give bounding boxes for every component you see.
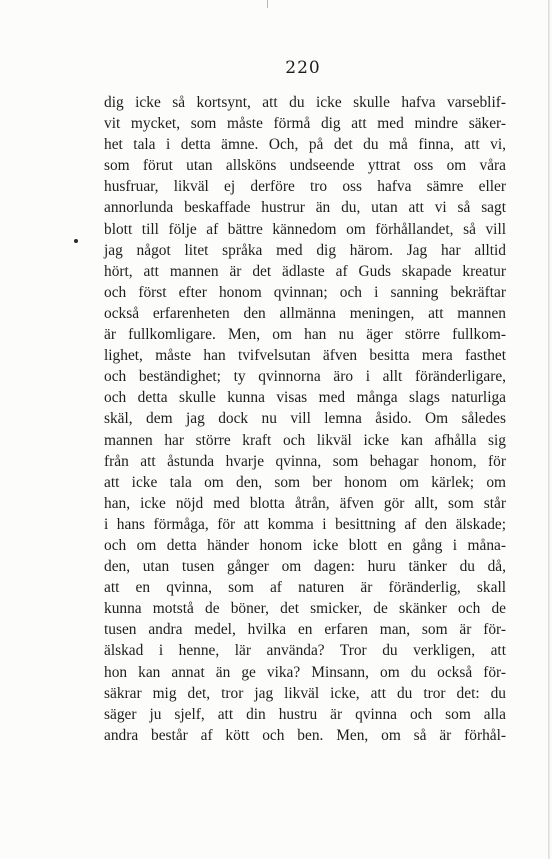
text-line: också erfarenheten den allmänna meningen, att mannen (104, 304, 506, 322)
text-line: från att åstunda hvarje qvinna, som behagar honom, för (104, 452, 506, 470)
text-line: kunna motstå de böner, det smicker, de skänker och de (104, 600, 506, 618)
text-line: annorlunda beskaffade hustrur än du, utan att vi så sagt (104, 199, 506, 217)
text-line: hon kan annat än ge vika? Minsann, om du också för- (104, 663, 506, 681)
text-line: och om detta händer honom icke blott en gång i måna- (104, 536, 506, 554)
text-line: lighet, måste han tvifvelsutan äfven besitta mera fasthet (104, 347, 506, 365)
text-line: hört, att mannen är det ädlaste af Guds skapade kreatur (104, 262, 506, 280)
text-line: att icke tala om den, som ber honom om kärlek; om (104, 473, 506, 491)
body-text (104, 92, 506, 746)
text-line: säkrar mig det, tror jag likväl icke, att du tror det: du (104, 684, 506, 702)
text-line: husfruar, likväl ej derföre tro oss hafva sämre eller (104, 178, 506, 196)
text-line: dig icke så kortsynt, att du icke skulle hafva varseblif- (104, 94, 506, 111)
text-line: tusen andra medel, hvilka en erfaren man, som är för- (104, 621, 506, 639)
text-line: att en qvinna, som af naturen är föränderlig, skall (104, 579, 506, 597)
text-line: han, icke nöjd med blotta åtrån, äfven gör allt, som står (104, 494, 506, 512)
text-line: och detta skulle kunna visas med många slags naturliga (104, 389, 506, 407)
top-edge-mark (267, 0, 268, 8)
text-line: är fullkomligare. Men, om han nu äger större fullkom- (104, 326, 506, 344)
margin-dot (74, 239, 78, 243)
text-line: vit mycket, som måste förmå dig att med mindre säker- (104, 115, 506, 133)
text-line: älskad i henne, lär använda? Tror du verkligen, att (104, 642, 506, 660)
text-line: som förut utan allsköns undseende yttrat oss om våra (104, 157, 506, 175)
page-edge-shadow (548, 0, 550, 859)
text-line: den, utan tusen gånger om dagen: huru tänker du då, (104, 558, 506, 576)
text-line: i hans förmåga, för att komma i besittning af den älskade; (104, 515, 506, 533)
text-line: skäl, dem jag dock nu vill lemna åsido. Om således (104, 410, 506, 428)
text-line: blott till följe af bättre kännedom om förhållandet, så vill (104, 220, 506, 238)
page-number: 220 (285, 58, 321, 78)
text-line: andra består af kött och ben. Men, om så är förhål- (104, 726, 506, 744)
text-line: säger ju sjelf, att din hustru är qvinna och som alla (104, 705, 506, 723)
text-line: och beständighet; ty qvinnorna äro i allt föränderligare, (104, 368, 506, 386)
text-line: och först efter honom qvinnan; och i sanning bekräftar (104, 283, 506, 301)
text-line: mannen har större kraft och likväl icke kan afhålla sig (104, 431, 506, 449)
text-line: jag något litet språka med dig härom. Jag har alltid (104, 241, 506, 259)
text-line: het tala i detta ämne. Och, på det du må finna, att vi, (104, 136, 506, 154)
